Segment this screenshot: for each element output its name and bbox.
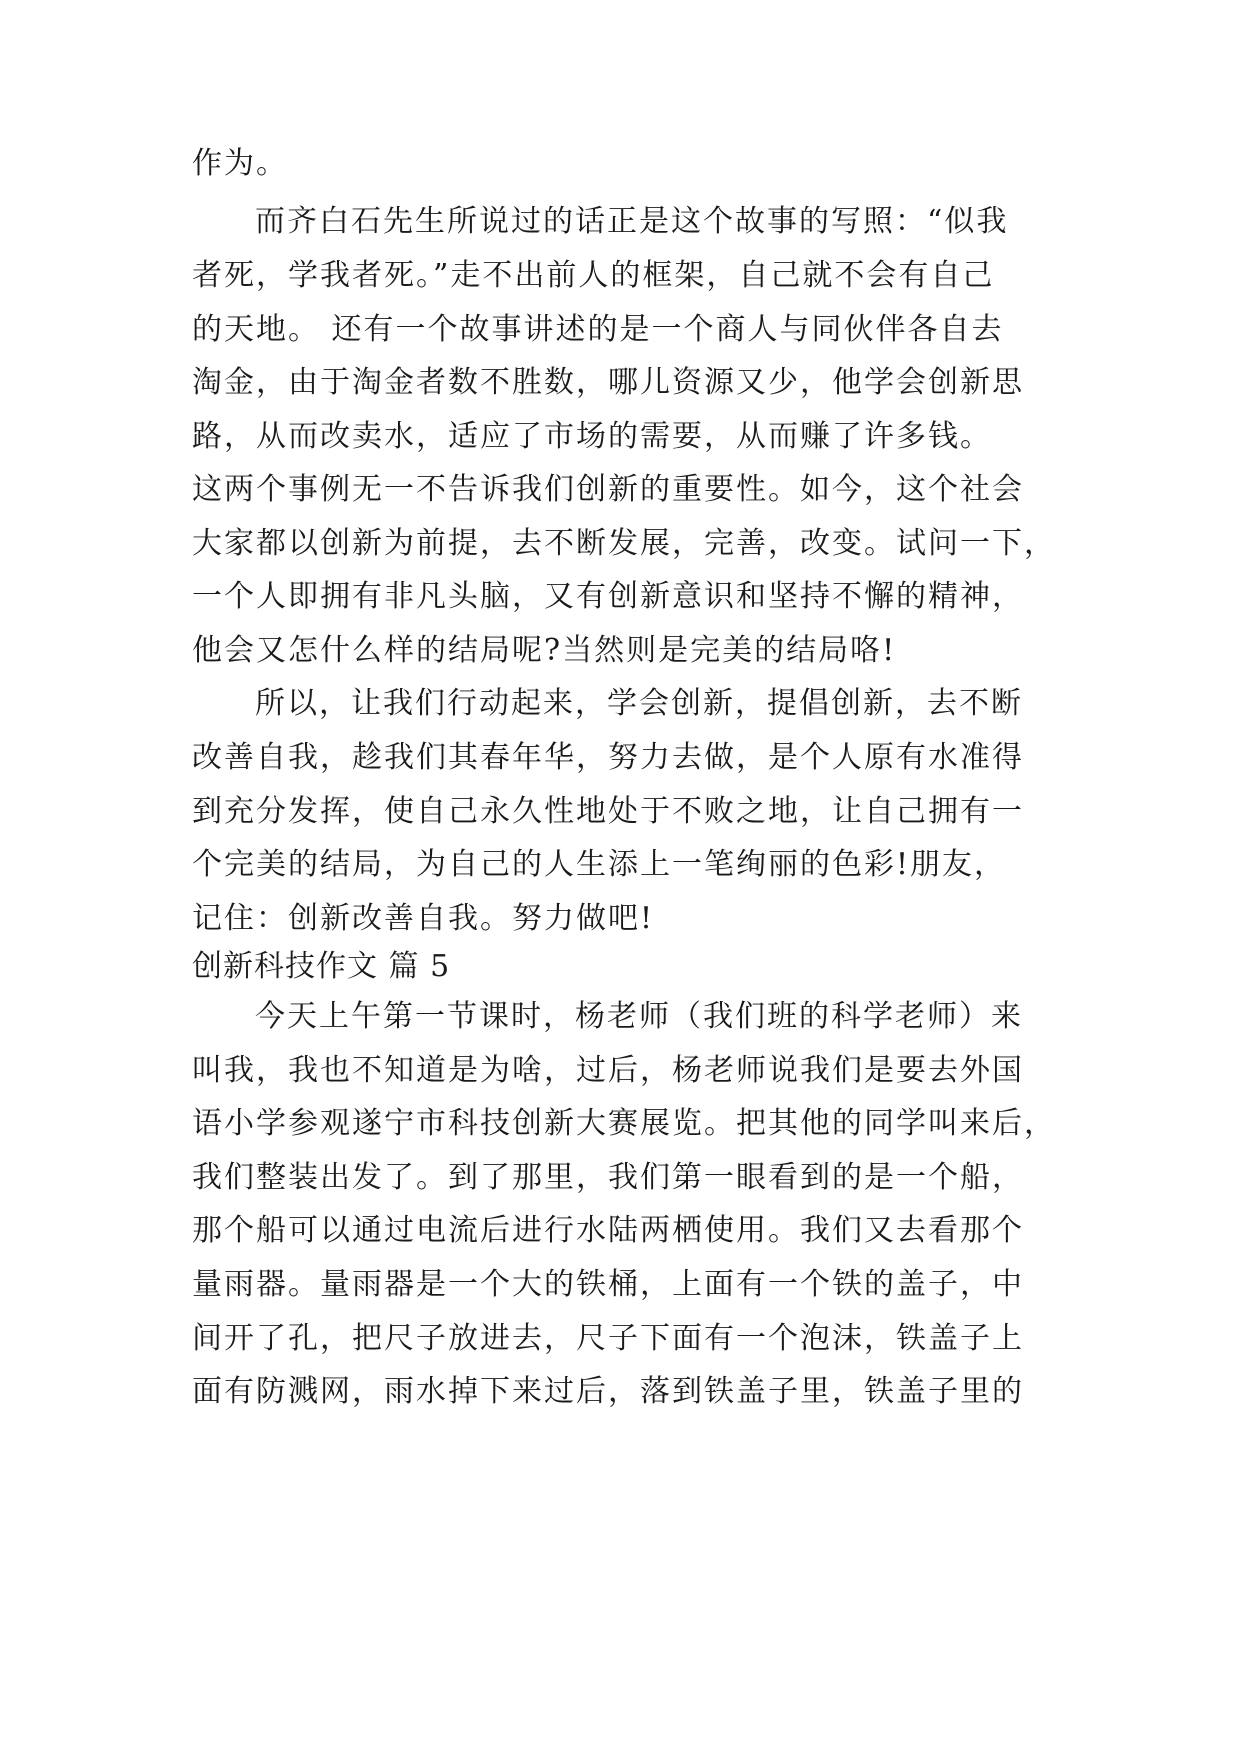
text-line: 的天地。 还有一个故事讲述的是一个商人与同伙伴各自去 xyxy=(192,312,1004,347)
text-line: 今天上午第一节课时，杨老师（我们班的科学老师）来 xyxy=(255,999,1023,1034)
text-line: 大家都以创新为前提，去不断发展，完善，改变。试问一下， xyxy=(192,526,1056,561)
text-line: 那个船可以通过电流后进行水陆两栖使用。我们又去看那个 xyxy=(192,1213,1024,1248)
text-line: 一个人即拥有非凡头脑，又有创新意识和坚持不懈的精神， xyxy=(192,579,1024,614)
text-line: 淘金，由于淘金者数不胜数，哪儿资源又少，他学会创新思 xyxy=(192,365,1024,400)
text-line: 到充分发挥，使自己永久性地处于不败之地，让自己拥有一 xyxy=(192,794,1024,829)
text-line: 所以，让我们行动起来，学会创新，提倡创新，去不断 xyxy=(255,686,1023,721)
section-heading: 创新科技作文 篇 5 xyxy=(192,949,451,984)
text-line: 间开了孔，把尺子放进去，尺子下面有一个泡沫，铁盖子上 xyxy=(192,1321,1024,1356)
text-line: 语小学参观遂宁市科技创新大赛展览。把其他的同学叫来后， xyxy=(192,1106,1056,1141)
text-line: 叫我，我也不知道是为啥，过后，杨老师说我们是要去外国 xyxy=(192,1053,1024,1088)
text-line: 作为。 xyxy=(192,146,288,181)
text-line: 面有防溅网，雨水掉下来过后，落到铁盖子里，铁盖子里的 xyxy=(192,1374,1024,1409)
text-line: 量雨器。量雨器是一个大的铁桶，上面有一个铁的盖子，中 xyxy=(192,1267,1024,1302)
text-line: 而齐白石先生所说过的话正是这个故事的写照：“似我 xyxy=(255,204,1009,239)
text-line: 他会又怎什么样的结局呢?当然则是完美的结局咯! xyxy=(192,633,897,668)
text-line: 个完美的结局，为自己的人生添上一笔绚丽的色彩!朋友， xyxy=(192,847,1007,882)
text-line: 改善自我，趁我们其春年华，努力去做，是个人原有水准得 xyxy=(192,740,1024,775)
text-line: 我们整装出发了。到了那里，我们第一眼看到的是一个船， xyxy=(192,1160,1024,1195)
text-line: 这两个事例无一不告诉我们创新的重要性。如今，这个社会 xyxy=(192,472,1024,507)
text-line: 路，从而改卖水，适应了市场的需要，从而赚了许多钱。 xyxy=(192,419,992,454)
text-line: 者死，学我者死。”走不出前人的框架，自己就不会有自己 xyxy=(192,258,995,293)
text-line: 记住：创新改善自我。努力做吧! xyxy=(192,901,655,936)
